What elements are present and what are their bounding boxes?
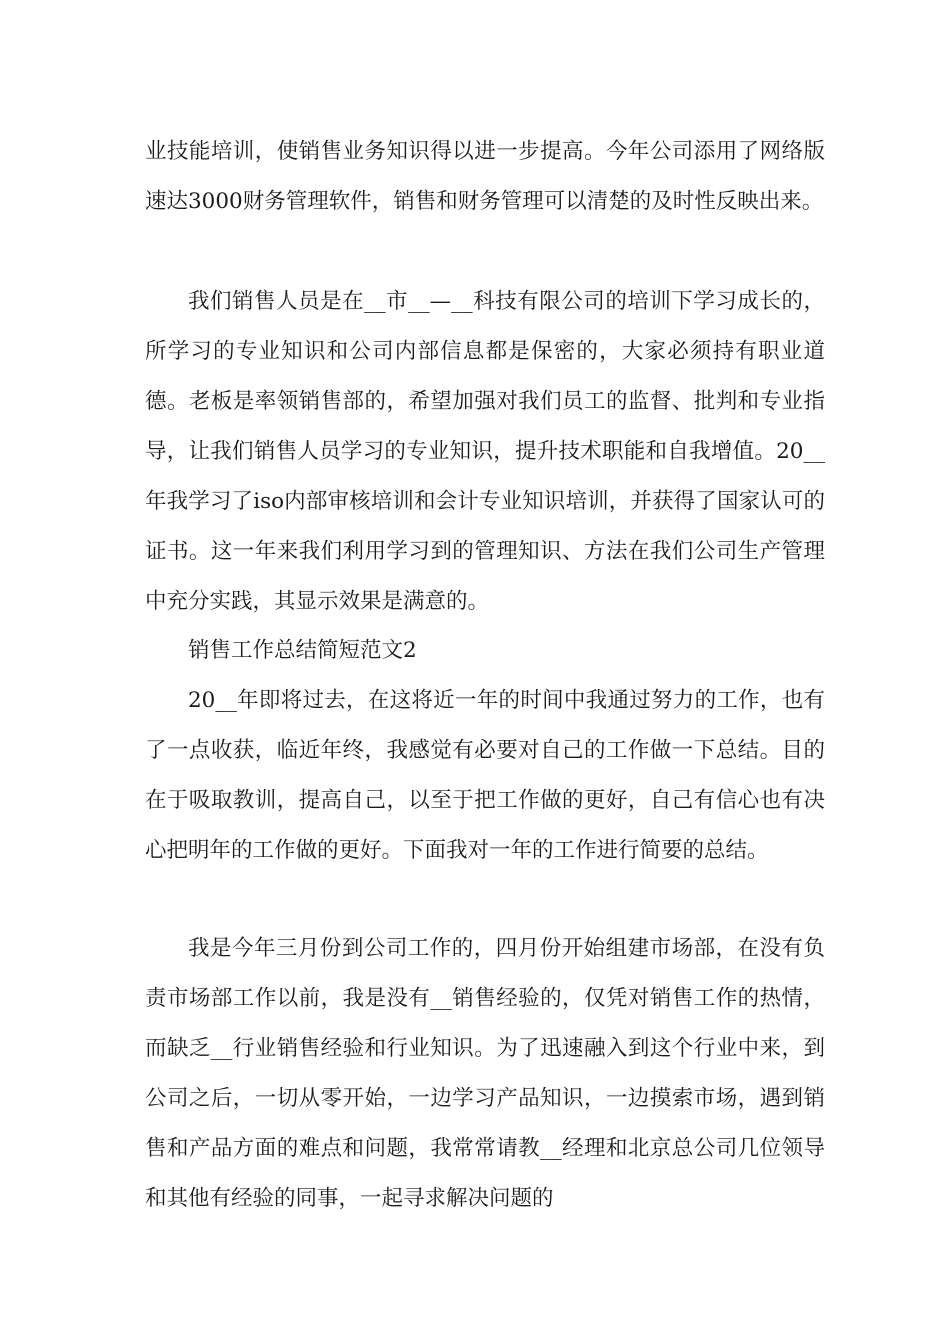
section-heading: 销售工作总结简短范文2 <box>188 638 417 663</box>
paragraph-training: 我们销售人员是在__市__—__科技有限公司的培训下学习成长的，所学习的专业知识和公司内部信息都是保密的，大家必须持有职业道德。老板是率领销售部的，希望加强对我们员工的监督、批判和专业指导，让我们销售人员学习的专业知识，提升技术职能和自我增值。20__年我学习了iso内部审核培训和会计专业知识培训，并获得了国家认可的证书。这一年来我们利用学习到的管理知识、方法在我们公司生产管理中充分实践，其显示效果是满意的。 <box>145 289 825 614</box>
paragraph-work-experience: 我是今年三月份到公司工作的，四月份开始组建市场部，在没有负责市场部工作以前，我是没有__销售经验的，仅凭对销售工作的热情，而缺乏__行业销售经验和行业知识。为了迅速融入到这个行业中来，到公司之后，一切从零开始，一边学习产品知识，一边摸索市场，遇到销售和产品方面的难点和问题，我常常请教__经理和北京总公司几位领导和其他有经验的同事，一起寻求解决问题的 <box>145 936 825 1211</box>
paragraph-continued: 业技能培训，使销售业务知识得以进一步提高。今年公司添用了网络版速达3000财务管理软件，销售和财务管理可以清楚的及时性反映出来。 <box>145 139 825 214</box>
paragraph-summary-intro: 20__年即将过去，在这将近一年的时间中我通过努力的工作，也有了一点收获，临近年终，我感觉有必要对自己的工作做一下总结。目的在于吸取教训，提高自己，以至于把工作做的更好，自己有信心也有决心把明年的工作做的更好。下面我对一年的工作进行简要的总结。 <box>145 688 825 863</box>
